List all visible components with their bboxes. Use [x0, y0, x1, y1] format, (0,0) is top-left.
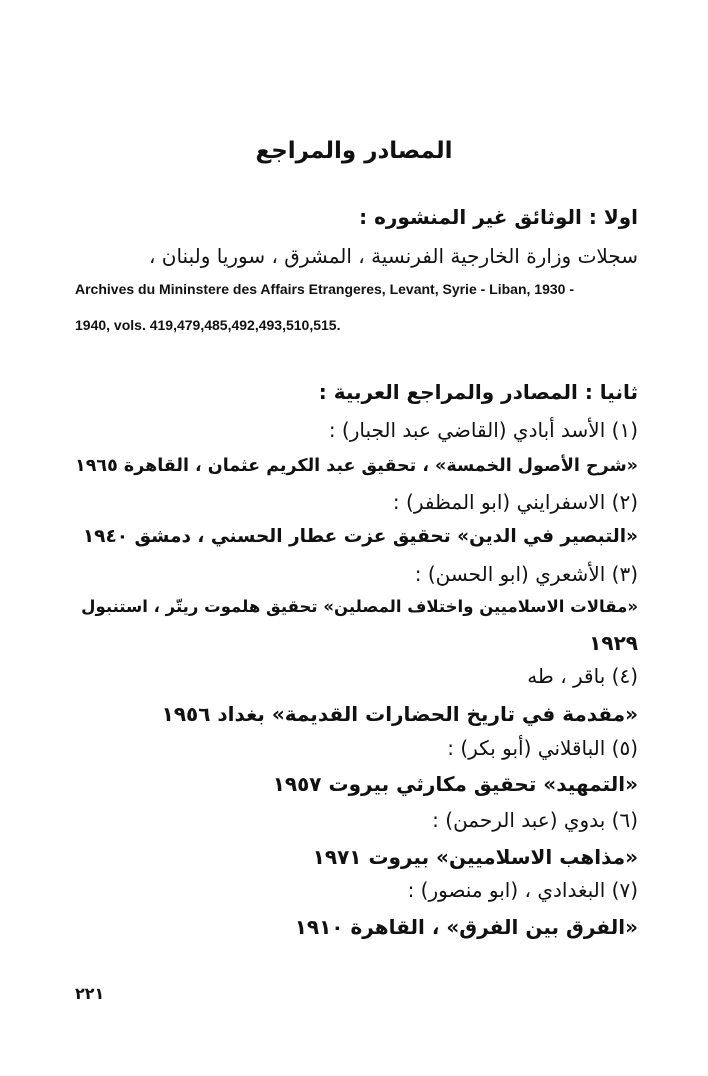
entry-work: «التمهيد» تحقيق مكارثي بيروت ١٩٥٧	[272, 772, 638, 796]
entry-author: (٣) الأشعري (ابو الحسن) :	[414, 562, 638, 586]
entry-work-continuation: ١٩٢٩	[589, 631, 638, 655]
entry-author: (٧) البغدادي ، (ابو منصور) :	[407, 878, 638, 902]
page-number: ٢٢١	[75, 984, 105, 1003]
section1-french-line-1: Archives du Mininstere des Affairs Etrangeres, Levant, Syrie - Liban, 1930 -	[75, 281, 574, 297]
entry-work: «الفرق بين الفرق» ، القاهرة ١٩١٠	[294, 915, 638, 939]
entry-author: (٦) بدوي (عبد الرحمن) :	[432, 808, 638, 832]
entry-author: (٥) الباقلاني (أبو بكر) :	[447, 736, 638, 760]
section1-french-line-2: 1940, vols. 419,479,485,492,493,510,515.	[75, 317, 341, 333]
entry-work: «شرح الأصول الخمسة» ، تحقيق عبد الكريم عثمان ، القاهرة ١٩٦٥	[75, 456, 638, 476]
entry-work: «مذاهب الاسلاميين» بيروت ١٩٧١	[312, 845, 638, 869]
section1-heading: اولا : الوثائق غير المنشوره :	[359, 205, 638, 229]
entry-work: «مقدمة في تاريخ الحضارات القديمة» بغداد ١٩٥٦	[161, 702, 638, 726]
entry-author: (٤) باقر ، طه	[527, 664, 638, 688]
entry-work: «التبصير في الدين» تحقيق عزت عطار الحسني ، دمشق ١٩٤٠	[82, 526, 638, 547]
entry-work: «مقالات الاسلاميين واختلاف المصلين» تحقيق هلموت ريتّر ، استنبول	[81, 597, 638, 616]
section2-heading: ثانيا : المصادر والمراجع العربية :	[318, 380, 638, 404]
page-title: المصادر والمراجع	[255, 138, 453, 164]
section1-arabic-line: سجلات وزارة الخارجية الفرنسية ، المشرق ، سوريا ولبنان ،	[148, 244, 638, 268]
entry-author: (٢) الاسفرايني (ابو المظفر) :	[392, 490, 638, 514]
entry-author: (١) الأسد أبادي (القاضي عبد الجبار) :	[328, 418, 638, 442]
